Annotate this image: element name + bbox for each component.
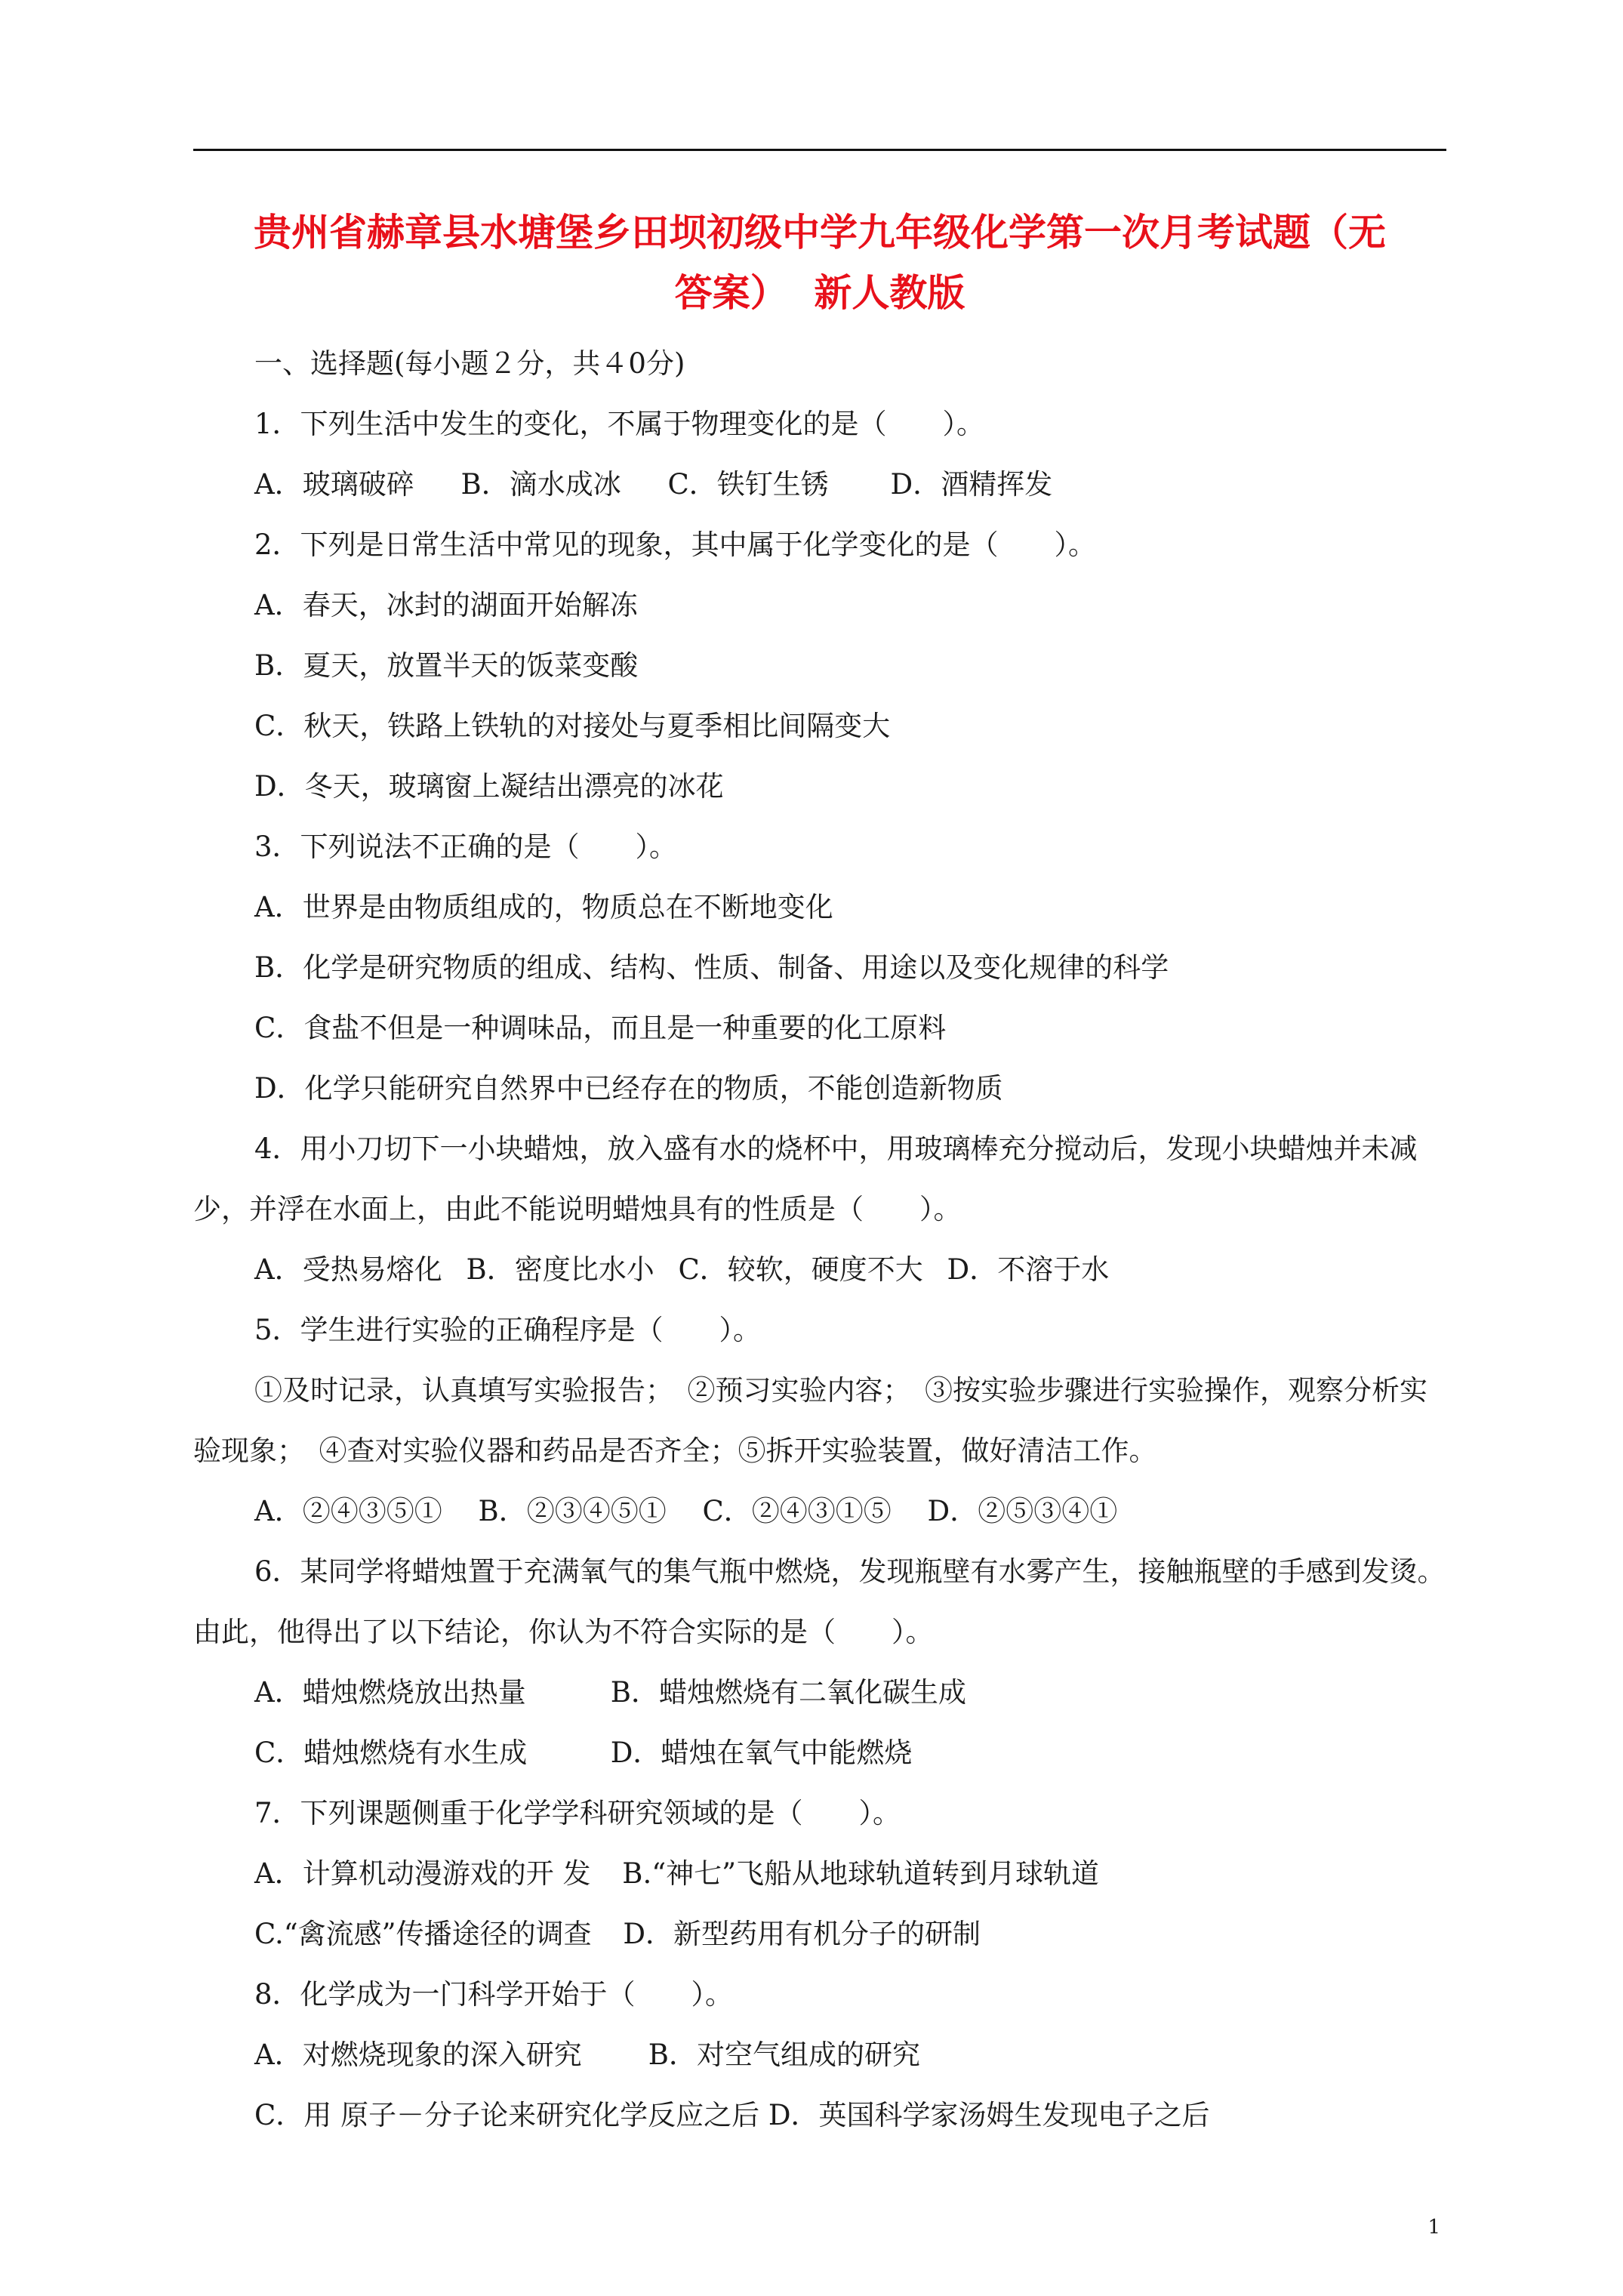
q6-option-b: B．蜡烛燃烧有二氧化碳生成 — [610, 1676, 966, 1709]
document-title — [193, 202, 1446, 323]
q5-option-d: D．②⑤③④① — [927, 1495, 1118, 1527]
q6-option-c: C．蜡烛燃烧有水生成 — [254, 1737, 528, 1769]
question-6-options-cd — [193, 1723, 1446, 1783]
q3-option-b: B．化学是研究物质的组成、结构、性质、制备、用途以及变化规律的科学 — [254, 951, 1169, 984]
title-line-1: 贵州省赫章县水塘堡乡田坝初级中学九年级化学第一次月考试题（无 — [254, 210, 1386, 254]
q8-option-c: C．用 原子－分子论来研究化学反应之后 — [254, 2099, 760, 2131]
q3-option-c: C．食盐不但是一种调味品，而且是一种重要的化工原料 — [254, 1012, 947, 1044]
question-1-options — [193, 455, 1446, 515]
exam-body — [193, 334, 1446, 2146]
question-7-options-cd — [193, 1904, 1446, 1965]
q8-option-d: D．英国科学家汤姆生发现电子之后 — [768, 2099, 1210, 2131]
q4-option-a: A．受热易熔化 — [254, 1253, 442, 1286]
q6-option-a: A．蜡烛燃烧放出热量 — [254, 1676, 526, 1709]
q7-option-b: B.“神七”飞船从地球轨道转到月球轨道 — [622, 1857, 1100, 1890]
question-1-stem: 1．下列生活中发生的变化，不属于物理变化的是（ ）。 — [254, 408, 985, 440]
q6-option-d: D．蜡烛在氧气中能燃烧 — [610, 1737, 913, 1769]
q7-option-d: D．新型药用有机分子的研制 — [623, 1918, 981, 1950]
q1-option-a: A．玻璃破碎 — [254, 468, 414, 501]
question-7-options-ab — [193, 1844, 1446, 1904]
q8-option-a: A．对燃烧现象的深入研究 — [254, 2039, 582, 2071]
q5-option-a: A．②④③⑤① — [254, 1495, 442, 1527]
question-6-stem: 6．某同学将蜡烛置于充满氧气的集气瓶中燃烧，发现瓶壁有水雾产生，接触瓶壁的手感到发烫。由此，他得出了以下结论，你认为不符合实际的是（ ）。 — [193, 1555, 1446, 1648]
q7-option-c: C.“禽流感”传播途径的调查 — [254, 1918, 592, 1950]
q7-option-a: A．计算机动漫游戏的开 发 — [254, 1857, 591, 1890]
question-7-stem: 7．下列课题侧重于化学学科研究领域的是（ ）。 — [254, 1797, 901, 1829]
q4-option-c: C．较软，硬度不大 — [678, 1253, 923, 1286]
q5-option-b: B．②③④⑤① — [478, 1495, 667, 1527]
q3-option-d: D．化学只能研究自然界中已经存在的物质，不能创造新物质 — [254, 1072, 1003, 1105]
question-8-stem: 8．化学成为一门科学开始于（ ）。 — [254, 1978, 734, 2011]
q1-option-b: B．滴水成冰 — [460, 468, 621, 501]
q5-option-c: C．②④③①⑤ — [702, 1495, 892, 1527]
question-5-steps: ①及时记录，认真填写实验报告； ②预习实验内容； ③按实验步骤进行实验操作，观察分析实验现象； ④查对实验仪器和药品是否齐全；⑤拆开实验装置，做好清洁工作。 — [193, 1374, 1427, 1467]
question-4-stem: 4．用小刀切下一小块蜡烛，放入盛有水的烧杯中，用玻璃棒充分搅动后，发现小块蜡烛并未减少，并浮在水面上，由此不能说明蜡烛具有的性质是（ ）。 — [193, 1133, 1418, 1225]
section-heading: 一、选择题(每小题２分，共４0分) — [254, 347, 685, 380]
question-8-options-ab — [193, 2025, 1446, 2085]
q4-option-d: D．不溶于水 — [947, 1253, 1110, 1286]
question-2-stem: 2．下列是日常生活中常见的现象，其中属于化学变化的是（ ）。 — [254, 529, 1097, 561]
question-3-stem: 3．下列说法不正确的是（ ）。 — [254, 831, 678, 863]
q2-option-d: D．冬天，玻璃窗上凝结出漂亮的冰花 — [254, 770, 724, 803]
q1-option-d: D．酒精挥发 — [890, 468, 1053, 501]
q8-option-b: B．对空气组成的研究 — [648, 2039, 920, 2071]
q1-option-c: C．铁钉生锈 — [667, 468, 829, 501]
q3-option-a: A．世界是由物质组成的，物质总在不断地变化 — [254, 891, 833, 923]
header-rule — [193, 149, 1446, 151]
question-8-options-cd — [193, 2085, 1446, 2146]
question-5-stem: 5．学生进行实验的正确程序是（ ）。 — [254, 1314, 762, 1346]
q4-option-b: B．密度比水小 — [466, 1253, 654, 1286]
title-line-2: 答案） 新人教版 — [674, 270, 965, 315]
question-4-options — [193, 1240, 1446, 1300]
q2-option-a: A．春天，冰封的湖面开始解冻 — [254, 589, 638, 621]
q2-option-c: C．秋天，铁路上铁轨的对接处与夏季相比间隔变大 — [254, 710, 891, 742]
question-5-options — [193, 1481, 1446, 1542]
question-6-options-ab — [193, 1663, 1446, 1723]
page-number: 1 — [1427, 2216, 1440, 2239]
q2-option-b: B．夏天，放置半天的饭菜变酸 — [254, 649, 639, 682]
